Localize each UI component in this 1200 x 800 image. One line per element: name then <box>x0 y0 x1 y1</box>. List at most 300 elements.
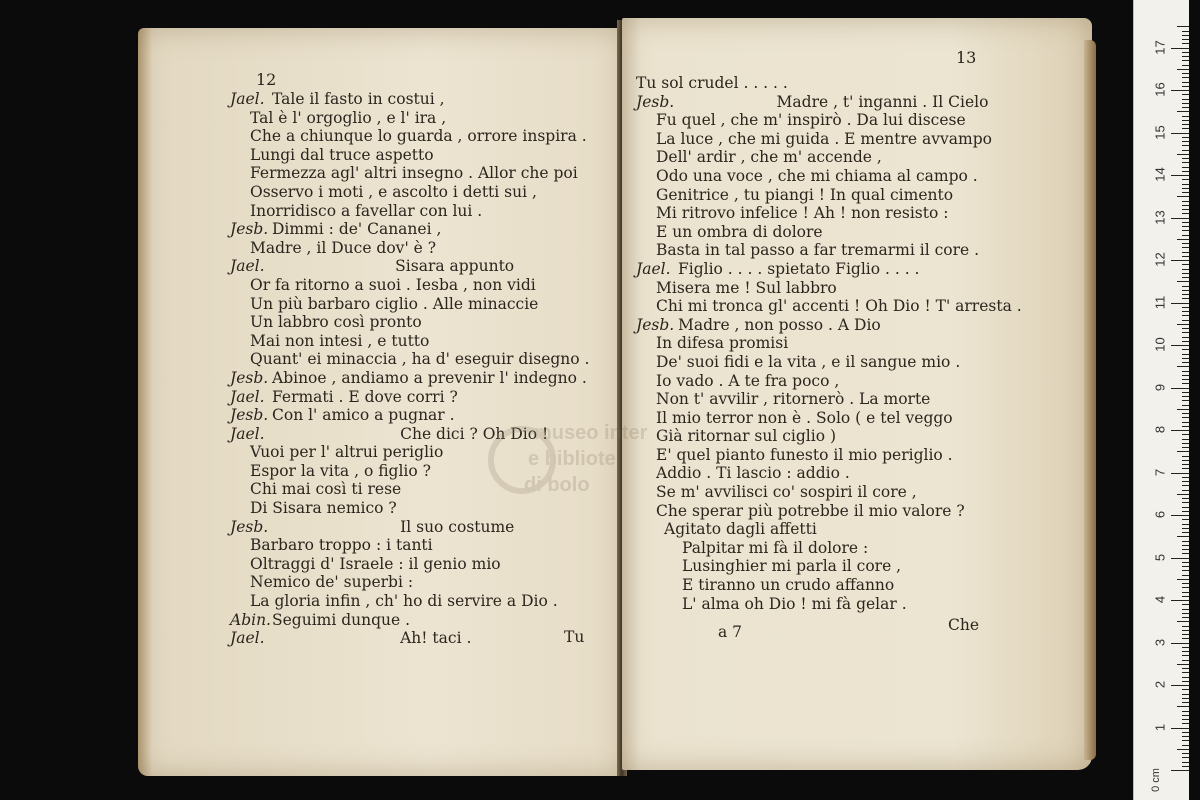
ruler-tick <box>1171 260 1189 261</box>
ruler-tick <box>1177 494 1189 495</box>
ruler-tick <box>1177 536 1189 537</box>
speaker-label: Jesb. <box>230 220 269 239</box>
ruler-tick <box>1182 158 1189 159</box>
ruler-tick <box>1182 65 1189 66</box>
verse-text: Con l' amico a pugnar . <box>272 406 455 425</box>
text-line <box>230 592 589 611</box>
verse-text: Se m' avvilisci co' sospiri il core , <box>656 483 917 502</box>
ruler-tick <box>1182 613 1189 614</box>
ruler-tick <box>1182 358 1189 359</box>
text-line <box>230 295 589 314</box>
measurement-ruler <box>1133 0 1189 800</box>
verse-text: Nemico de' superbi : <box>250 573 414 592</box>
speaker-label: Jael. <box>230 257 265 276</box>
ruler-tick <box>1182 422 1189 423</box>
verse-text: Basta in tal passo a far tremarmi il core . <box>656 241 980 260</box>
verse-text: In difesa promisi <box>656 334 789 353</box>
text-line <box>230 109 589 128</box>
verse-text: Lusinghier mi parla il core , <box>682 557 902 576</box>
ruler-tick <box>1182 553 1189 554</box>
ruler-tick <box>1177 749 1189 750</box>
ruler-tick <box>1182 205 1189 206</box>
text-line <box>636 353 1022 372</box>
ruler-tick <box>1182 264 1189 265</box>
ruler-tick <box>1182 362 1189 363</box>
ruler-tick <box>1171 90 1189 91</box>
ruler-tick <box>1182 141 1189 142</box>
ruler-tick <box>1182 128 1189 129</box>
ruler-number: 7 <box>1152 468 1168 476</box>
verse-text: La luce , che mi guida . E mentre avvampo <box>656 129 992 148</box>
ruler-tick <box>1182 604 1189 605</box>
watermark <box>488 418 658 518</box>
ruler-tick <box>1177 111 1189 112</box>
verse-text: E un ombra di dolore <box>656 222 823 241</box>
ruler-tick <box>1182 77 1189 78</box>
page-edge <box>1084 40 1096 760</box>
ruler-tick <box>1171 48 1189 49</box>
speaker-label: Jesb. <box>230 368 269 387</box>
verse-text: Addio . Ti lascio : addio . <box>656 464 850 483</box>
ruler-tick <box>1182 570 1189 571</box>
speaker-label: Jesb. <box>230 406 269 425</box>
ruler-tick <box>1182 107 1189 108</box>
catchword-left: Tu <box>564 628 585 646</box>
ruler-tick <box>1177 26 1189 27</box>
ruler-tick <box>1182 31 1189 32</box>
text-line <box>636 204 1022 223</box>
ruler-number: 16 <box>1152 82 1168 97</box>
verse-text: Fu quel , che m' inspirò . Da lui discese <box>656 111 966 130</box>
ruler-tick <box>1182 99 1189 100</box>
ruler-tick <box>1182 753 1189 754</box>
verse-text: Odo una voce , che mi chiama al campo . <box>656 166 978 185</box>
ruler-tick <box>1177 366 1189 367</box>
ruler-tick <box>1182 672 1189 673</box>
ruler-tick <box>1182 209 1189 210</box>
text-line <box>230 164 589 183</box>
ruler-tick <box>1182 162 1189 163</box>
text-line <box>636 186 1022 205</box>
ruler-tick <box>1182 681 1189 682</box>
text-line <box>230 629 589 648</box>
text-line <box>230 518 589 537</box>
ruler-tick <box>1182 647 1189 648</box>
text-line <box>230 90 589 109</box>
text-line <box>230 369 589 388</box>
ruler-tick <box>1171 770 1189 771</box>
verse-text: Chi mi tronca gl' accenti ! Oh Dio ! T' arresta . <box>656 297 1022 316</box>
ruler-tick <box>1177 664 1189 665</box>
ruler-tick <box>1182 566 1189 567</box>
verse-text: Non t' avvilir , ritornerò . La morte <box>656 390 931 409</box>
ruler-tick <box>1171 345 1189 346</box>
text-line <box>636 93 1022 112</box>
ruler-tick <box>1182 413 1189 414</box>
ruler-tick <box>1182 320 1189 321</box>
ruler-tick <box>1182 315 1189 316</box>
ruler-tick <box>1182 188 1189 189</box>
verse-text: Tu sol crudel . . . . . <box>636 74 788 92</box>
verse-text: Un più barbaro ciglio . Alle minaccie <box>250 294 539 313</box>
ruler-tick <box>1182 549 1189 550</box>
ruler-tick <box>1182 507 1189 508</box>
ruler-tick <box>1182 532 1189 533</box>
ruler-tick <box>1182 545 1189 546</box>
ruler-tick <box>1177 154 1189 155</box>
text-line <box>636 576 1022 595</box>
ruler-tick <box>1182 307 1189 308</box>
ruler-tick <box>1182 477 1189 478</box>
text-line <box>636 409 1022 428</box>
ruler-tick <box>1182 630 1189 631</box>
ruler-tick <box>1182 371 1189 372</box>
ruler-tick <box>1177 579 1189 580</box>
ruler-number: 11 <box>1152 295 1168 309</box>
ruler-tick <box>1182 745 1189 746</box>
ruler-tick <box>1182 332 1189 333</box>
text-line <box>230 239 589 258</box>
ruler-tick <box>1182 294 1189 295</box>
ruler-tick <box>1182 711 1189 712</box>
text-line <box>230 202 589 221</box>
ruler-tick <box>1182 417 1189 418</box>
ruler-tick <box>1182 583 1189 584</box>
text-line <box>230 313 589 332</box>
text-line <box>636 483 1022 502</box>
verse-text: Mi ritrovo infelice ! Ah ! non resisto : <box>656 204 949 223</box>
ruler-tick <box>1177 706 1189 707</box>
verse-text: E' quel pianto funesto il mio periglio . <box>656 445 953 464</box>
ruler-tick <box>1182 596 1189 597</box>
ruler-tick <box>1182 179 1189 180</box>
verse-text: Fermati . E dove corri ? <box>272 387 458 406</box>
text-line <box>636 223 1022 242</box>
ruler-tick <box>1182 694 1189 695</box>
verse-text: Tal è l' orgoglio , e l' ira , <box>250 108 447 127</box>
verse-text: Misera me ! Sul labbro <box>656 278 837 297</box>
verse-text: Madre , il Duce dov' è ? <box>250 238 437 257</box>
ruler-tick <box>1182 86 1189 87</box>
verse-text: Lungi dal truce aspetto <box>250 145 434 164</box>
ruler-tick <box>1182 677 1189 678</box>
verse-text: Seguimi dunque . <box>272 610 411 629</box>
verse-text: Di Sisara nemico ? <box>250 499 397 518</box>
ruler-tick <box>1182 379 1189 380</box>
text-line <box>636 74 1022 93</box>
ruler-tick <box>1182 575 1189 576</box>
ruler-number: 1 <box>1152 723 1168 731</box>
ruler-tick <box>1182 116 1189 117</box>
verse-text: Osservo i moti , e ascolto i detti sui , <box>250 182 537 201</box>
verse-text: Quant' ei minaccia , ha d' eseguir disegno . <box>250 350 590 369</box>
ruler-number: 6 <box>1152 510 1168 519</box>
ruler-number: 14 <box>1152 167 1168 182</box>
text-line <box>636 167 1022 186</box>
verse-text: Mai non intesi , e tutto <box>250 331 430 350</box>
text-line <box>636 427 1022 446</box>
text-line <box>230 127 589 146</box>
text-line <box>636 130 1022 149</box>
speaker-label: Jael. <box>230 90 265 108</box>
verse-text: Palpitar mi fà il dolore : <box>682 538 869 557</box>
text-line <box>636 595 1022 614</box>
verse-text: L' alma oh Dio ! mi fà gelar . <box>682 594 907 613</box>
verse-text: La gloria infin , ch' ho di servire a Dio . <box>250 592 558 611</box>
ruler-tick <box>1182 426 1189 427</box>
ruler-tick <box>1182 766 1189 767</box>
text-line <box>636 390 1022 409</box>
ruler-tick <box>1182 201 1189 202</box>
speaker-label: Jesb. <box>636 92 675 111</box>
text-line <box>230 146 589 165</box>
ruler-tick <box>1171 685 1189 686</box>
ruler-tick <box>1171 728 1189 729</box>
text-line <box>636 539 1022 558</box>
verse-text: Fermezza agl' altri insegno . Allor che poi <box>250 164 578 183</box>
watermark-line-1: museo inter <box>534 422 648 444</box>
signature-mark: a 7 <box>718 623 743 641</box>
verse-text: Or fa ritorno a suoi . Iesba , non vidi <box>250 275 536 294</box>
ruler-tick <box>1182 396 1189 397</box>
ruler-tick <box>1182 56 1189 57</box>
verse-text: E tiranno un crudo affanno <box>682 576 895 595</box>
ruler-tick <box>1182 235 1189 236</box>
right-page <box>622 18 1092 770</box>
ruler-tick <box>1182 485 1189 486</box>
ruler-tick <box>1182 222 1189 223</box>
verse-text: Oltraggi d' Israele : il genio mio <box>250 554 501 573</box>
page-number-right: 13 <box>956 48 977 67</box>
ruler-tick <box>1177 239 1189 240</box>
ruler-tick <box>1182 226 1189 227</box>
ruler-tick <box>1182 137 1189 138</box>
ruler-tick <box>1177 281 1189 282</box>
ruler-tick <box>1182 443 1189 444</box>
ruler-tick <box>1182 719 1189 720</box>
ruler-tick <box>1182 298 1189 299</box>
ruler-tick <box>1182 638 1189 639</box>
text-line <box>636 334 1022 353</box>
ruler-tick <box>1182 698 1189 699</box>
ruler-number: 5 <box>1152 553 1168 561</box>
ruler-tick <box>1182 562 1189 563</box>
verse-text: Dimmi : de' Cananei , <box>272 220 442 239</box>
ruler-number: 8 <box>1152 425 1168 434</box>
ruler-tick <box>1182 634 1189 635</box>
ruler-tick <box>1182 94 1189 95</box>
verse-text: Abinoe , andiamo a prevenir l' indegno . <box>272 368 587 387</box>
verse-text: Tale il fasto in costui , <box>272 90 445 108</box>
ruler-tick <box>1182 213 1189 214</box>
ruler-tick <box>1182 405 1189 406</box>
ruler-tick <box>1171 430 1189 431</box>
verse-text: Che dici ? Oh Dio ! <box>272 424 549 443</box>
ruler-tick <box>1171 218 1189 219</box>
ruler-tick <box>1182 757 1189 758</box>
verse-text: Figlio . . . . spietato Figlio . . . . <box>678 259 920 278</box>
verse-text: Inorridisco a favellar con lui . <box>250 201 483 220</box>
ruler-tick <box>1171 388 1189 389</box>
ruler-tick <box>1182 230 1189 231</box>
ruler-tick <box>1182 740 1189 741</box>
ruler-tick <box>1182 660 1189 661</box>
ruler-tick <box>1182 252 1189 253</box>
ruler-tick <box>1182 689 1189 690</box>
ruler-tick <box>1171 643 1189 644</box>
ruler-tick <box>1182 490 1189 491</box>
ruler-number: 3 <box>1152 638 1168 646</box>
ruler-tick <box>1182 171 1189 172</box>
ruler-tick <box>1177 621 1189 622</box>
ruler-tick <box>1182 668 1189 669</box>
ruler-number: 4 <box>1152 595 1168 604</box>
verse-text: Dell' ardir , che m' accende , <box>656 148 882 167</box>
text-line <box>230 183 589 202</box>
ruler-tick <box>1182 626 1189 627</box>
speaker-label: Jesb. <box>636 315 675 334</box>
ruler-tick <box>1182 150 1189 151</box>
ruler-tick <box>1182 392 1189 393</box>
ruler-tick <box>1177 69 1189 70</box>
ruler-tick <box>1182 73 1189 74</box>
text-line <box>636 148 1022 167</box>
watermark-line-3: di bolo <box>524 474 590 496</box>
ruler-tick <box>1182 52 1189 53</box>
verse-text: Il mio terror non è . Solo ( e tel veggo <box>656 408 953 427</box>
ruler-tick <box>1182 541 1189 542</box>
ruler-tick <box>1182 273 1189 274</box>
ruler-tick <box>1182 247 1189 248</box>
ruler-tick <box>1182 286 1189 287</box>
ruler-tick <box>1182 736 1189 737</box>
ruler-tick <box>1182 192 1189 193</box>
ruler-tick <box>1182 609 1189 610</box>
ruler-tick <box>1182 762 1189 763</box>
text-line <box>636 279 1022 298</box>
ruler-tick <box>1182 39 1189 40</box>
verse-text: Già ritornar sul ciglio ) <box>656 427 837 446</box>
verse-text: Barbaro troppo : i tanti <box>250 536 433 555</box>
ruler-tick <box>1182 383 1189 384</box>
ruler-tick <box>1182 269 1189 270</box>
ruler-tick <box>1182 349 1189 350</box>
text-line <box>230 388 589 407</box>
speaker-label: Abin. <box>230 610 271 629</box>
ruler-tick <box>1171 515 1189 516</box>
text-line <box>230 611 589 630</box>
ruler-tick <box>1182 184 1189 185</box>
ruler-tick <box>1182 723 1189 724</box>
ruler-tick <box>1182 124 1189 125</box>
ruler-tick <box>1171 133 1189 134</box>
ruler-tick <box>1182 243 1189 244</box>
speaker-label: Jael. <box>230 629 265 648</box>
verse-text: Madre , t' inganni . Il Cielo <box>678 92 989 111</box>
verse-text: Un labbro così pronto <box>250 313 422 332</box>
verse-text: Madre , non posso . A Dio <box>678 315 881 334</box>
text-line <box>230 555 589 574</box>
ruler-tick <box>1182 502 1189 503</box>
ruler-number: 15 <box>1152 124 1168 140</box>
ruler-tick <box>1182 519 1189 520</box>
page-number-left: 12 <box>256 70 277 89</box>
ruler-tick <box>1182 524 1189 525</box>
ruler-tick <box>1182 617 1189 618</box>
ruler-number: 17 <box>1152 39 1168 55</box>
text-line <box>636 502 1022 521</box>
ruler-tick <box>1177 409 1189 410</box>
catchword-right: Che <box>948 616 980 634</box>
ruler-tick <box>1182 468 1189 469</box>
ruler-tick <box>1182 460 1189 461</box>
ruler-number: 10 <box>1152 337 1168 352</box>
ruler-number: 13 <box>1152 209 1168 225</box>
ruler-unit-label: 0 cm <box>1149 768 1162 792</box>
verse-text: Io vado . A te fra poco , <box>656 371 840 390</box>
verse-text: Espor la vita , o figlio ? <box>250 461 431 480</box>
verse-text: Vuoi per l' altrui periglio <box>250 443 444 462</box>
text-line <box>636 520 1022 539</box>
text-line <box>636 111 1022 130</box>
verse-text: De' suoi fidi e la vita , e il sangue mio . <box>656 352 961 371</box>
ruler-tick <box>1182 464 1189 465</box>
ruler-tick <box>1182 732 1189 733</box>
ruler-tick <box>1171 600 1189 601</box>
ruler-tick <box>1182 511 1189 512</box>
text-line <box>230 573 589 592</box>
ruler-tick <box>1182 256 1189 257</box>
ruler-tick <box>1182 311 1189 312</box>
text-line <box>636 372 1022 391</box>
ruler-tick <box>1182 434 1189 435</box>
ruler-tick <box>1177 451 1189 452</box>
verse-text: Ah! taci . <box>272 629 472 648</box>
text-line <box>230 257 589 276</box>
ruler-tick <box>1182 439 1189 440</box>
ruler-tick <box>1182 481 1189 482</box>
ruler-tick <box>1182 528 1189 529</box>
ruler-tick <box>1182 277 1189 278</box>
watermark-line-2: e bibliote <box>528 448 616 470</box>
ruler-tick <box>1182 290 1189 291</box>
ruler-tick <box>1182 167 1189 168</box>
text-line <box>230 332 589 351</box>
ruler-tick <box>1182 354 1189 355</box>
ruler-tick <box>1182 375 1189 376</box>
right-page-text <box>636 74 1022 613</box>
ruler-tick <box>1171 303 1189 304</box>
verse-text: Il suo costume <box>272 517 515 536</box>
ruler-tick <box>1182 328 1189 329</box>
ruler-number: 12 <box>1152 252 1168 267</box>
ruler-number: 2 <box>1152 680 1168 689</box>
ruler-tick <box>1182 120 1189 121</box>
left-page <box>138 28 625 776</box>
speaker-label: Jael. <box>230 387 265 406</box>
ruler-tick <box>1182 655 1189 656</box>
text-line <box>636 260 1022 279</box>
verse-text: Chi mai così ti rese <box>250 480 402 499</box>
ruler-tick <box>1182 60 1189 61</box>
verse-text: Che a chiunque lo guarda , orrore inspira . <box>250 127 587 146</box>
ruler-tick <box>1182 456 1189 457</box>
ruler-tick <box>1182 82 1189 83</box>
ruler-tick <box>1182 103 1189 104</box>
text-line <box>636 464 1022 483</box>
verse-text: Genitrice , tu piangi ! In qual cimento <box>656 185 954 204</box>
ruler-tick <box>1177 196 1189 197</box>
